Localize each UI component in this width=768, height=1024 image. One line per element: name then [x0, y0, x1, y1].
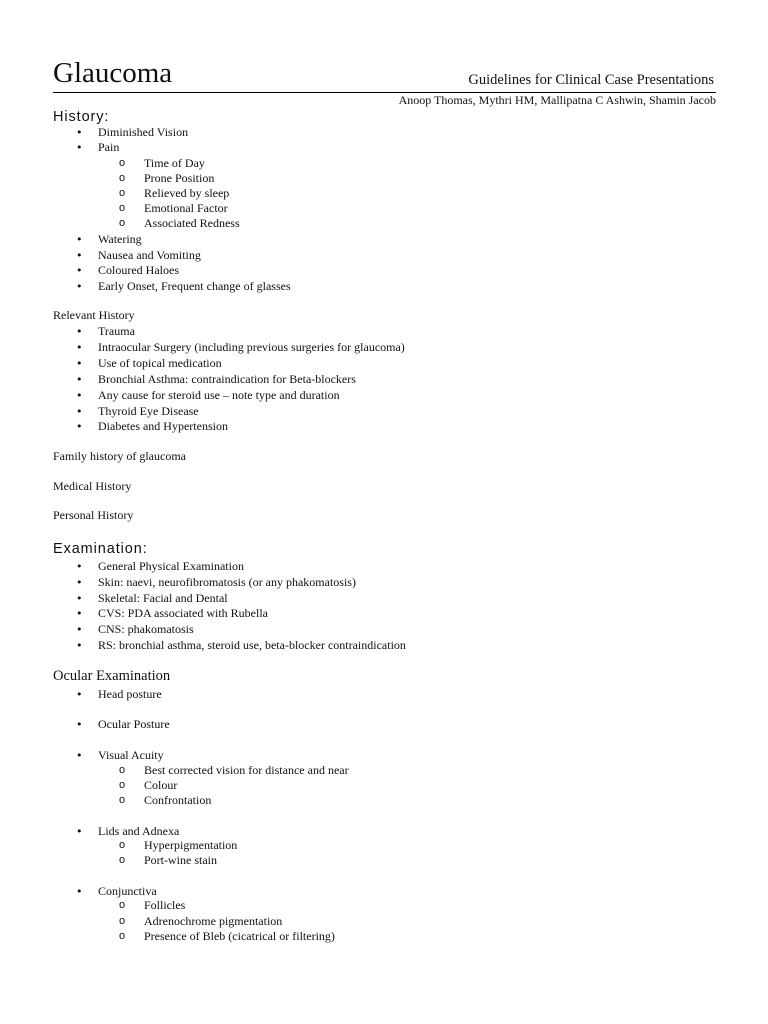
examination-heading: Examination:	[53, 541, 148, 557]
document-title: Glaucoma	[53, 57, 173, 89]
conjunctiva-subitem: o Follicles	[144, 898, 185, 913]
ocular-item: • Head posture	[98, 687, 162, 702]
lids-subitem: o Hyperpigmentation	[144, 838, 237, 853]
pain-subitem: o Associated Redness	[144, 216, 240, 231]
ocular-item: • Conjunctiva	[98, 884, 157, 899]
pain-subitem: o Time of Day	[144, 156, 205, 171]
medical-history-line: Medical History	[53, 479, 132, 493]
personal-history-line: Personal History	[53, 508, 134, 522]
pain-subitem: o Relieved by sleep	[144, 186, 229, 201]
history-item: • Diminished Vision	[98, 125, 188, 140]
relevant-history-item: • Any cause for steroid use – note type and duration	[98, 388, 340, 403]
family-history-line: Family history of glaucoma	[53, 449, 186, 463]
examination-item: • CNS: phakomatosis	[98, 622, 194, 637]
conjunctiva-subitem: o Adrenochrome pigmentation	[144, 914, 282, 929]
lids-subitem: o Port-wine stain	[144, 853, 217, 868]
relevant-history-item: • Use of topical medication	[98, 356, 222, 371]
visual-acuity-subitem: o Confrontation	[144, 793, 211, 808]
relevant-history-item: • Bronchial Asthma: contraindication for Beta-blockers	[98, 372, 356, 387]
history-item: • Pain	[98, 140, 119, 155]
visual-acuity-subitem: o Colour	[144, 778, 177, 793]
history-item: • Watering	[98, 232, 142, 247]
examination-item: • General Physical Examination	[98, 559, 244, 574]
relevant-history-item: • Trauma	[98, 324, 135, 339]
history-item: • Coloured Haloes	[98, 263, 179, 278]
relevant-history-item: • Intraocular Surgery (including previous surgeries for glaucoma)	[98, 340, 405, 355]
examination-item: • Skeletal: Facial and Dental	[98, 591, 228, 606]
examination-item: • CVS: PDA associated with Rubella	[98, 606, 268, 621]
pain-subitem: o Prone Position	[144, 171, 214, 186]
history-item: • Early Onset, Frequent change of glasses	[98, 279, 291, 294]
history-heading: History:	[53, 109, 110, 125]
visual-acuity-subitem: o Best corrected vision for distance and near	[144, 763, 349, 778]
ocular-item: • Lids and Adnexa	[98, 824, 179, 839]
relevant-history-item: • Diabetes and Hypertension	[98, 419, 228, 434]
ocular-item: • Visual Acuity	[98, 748, 164, 763]
document-subtitle: Guidelines for Clinical Case Presentations	[468, 72, 714, 88]
ocular-examination-heading: Ocular Examination	[53, 668, 171, 684]
pain-subitem: o Emotional Factor	[144, 201, 228, 216]
examination-item: • RS: bronchial asthma, steroid use, beta-blocker contraindication	[98, 638, 406, 653]
conjunctiva-subitem: o Presence of Bleb (cicatrical or filtering)	[144, 929, 335, 944]
authors-line: Anoop Thomas, Mythri HM, Mallipatna C Ashwin, Shamin Jacob	[398, 93, 716, 107]
examination-item: • Skin: naevi, neurofibromatosis (or any phakomatosis)	[98, 575, 356, 590]
relevant-history-item: • Thyroid Eye Disease	[98, 404, 199, 419]
ocular-item: • Ocular Posture	[98, 717, 170, 732]
history-item: • Nausea and Vomiting	[98, 248, 201, 263]
relevant-history-heading: Relevant History	[53, 308, 135, 322]
